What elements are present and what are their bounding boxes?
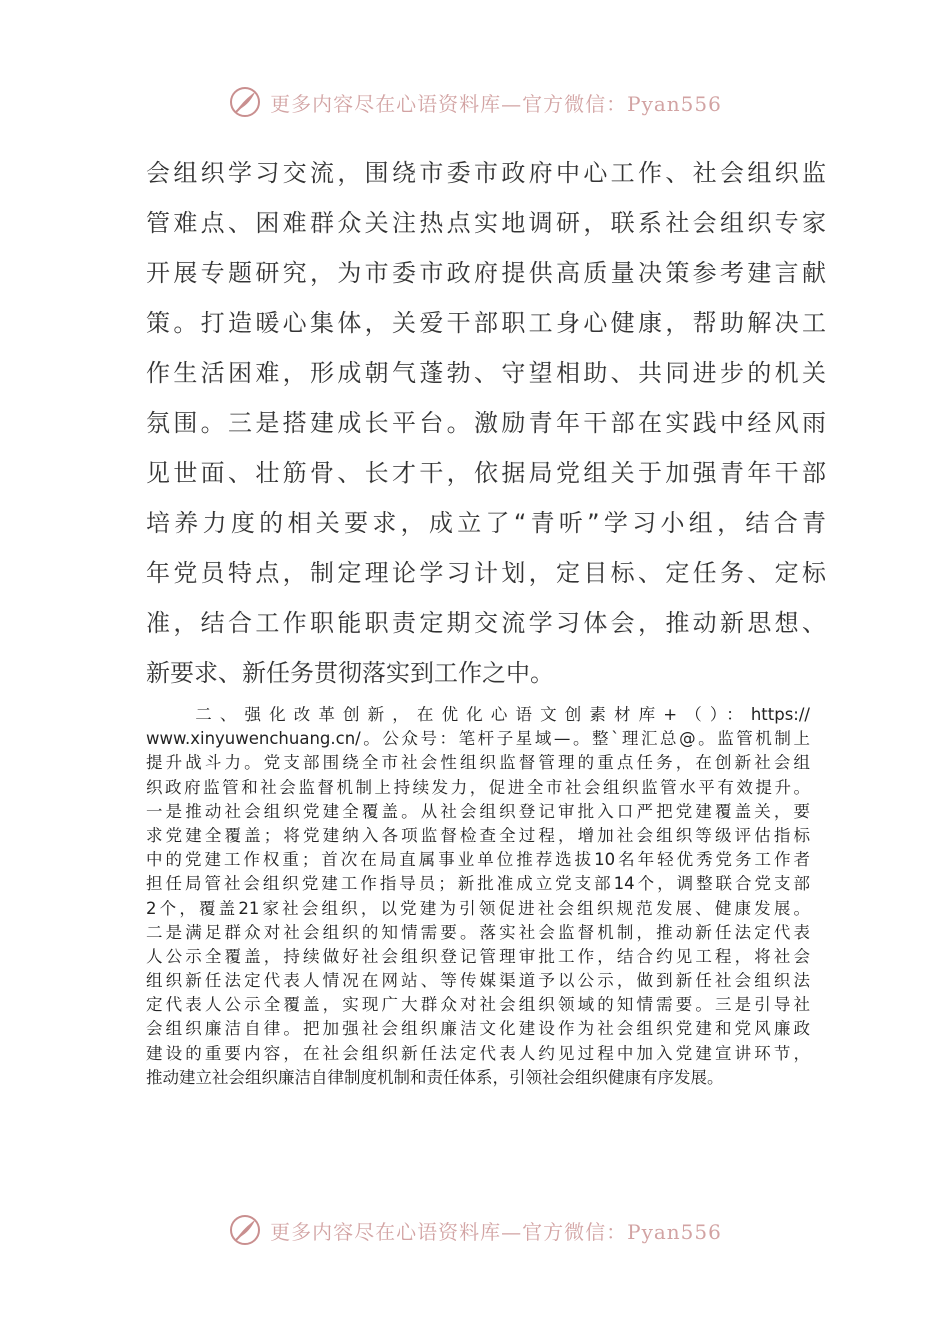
watermark-text: 更多内容尽在心语资料库—官方微信：Pyan556 bbox=[270, 91, 722, 116]
text-line: www.xinyuwenchuang.cn/。公众号：笔杆子星域—。整`理汇总@。监管机制上 bbox=[146, 729, 810, 749]
text-line: 作生活困难，形成朝气蓬勃、守望相助、共同进步的机关 bbox=[146, 359, 826, 387]
text-line: 2个，覆盖21家社会组织，以党建为引领促进社会组织规范发展、健康发展。 bbox=[146, 898, 810, 918]
text-line: 二是满足群众对社会组织的知情需要。落实社会监督机制，推动新任法定代表 bbox=[146, 922, 810, 942]
footer-watermark bbox=[0, 1210, 950, 1250]
body-paragraph-continued bbox=[146, 148, 826, 698]
text-line: 一是推动社会组织党建全覆盖。从社会组织登记审批入口严把党建覆盖关，要 bbox=[146, 801, 810, 821]
text-line: 会组织学习交流，围绕市委市政府中心工作、社会组织监 bbox=[146, 159, 826, 187]
text-line: 氛围。三是搭建成长平台。激励青年干部在实践中经风雨 bbox=[146, 409, 826, 437]
text-line: 策。打造暖心集体，关爱干部职工身心健康，帮助解决工 bbox=[146, 309, 826, 337]
text-line: 准，结合工作职能职责定期交流学习体会，推动新思想、 bbox=[146, 609, 826, 637]
text-line: 求党建全覆盖；将党建纳入各项监督检查全过程，增加社会组织等级评估指标 bbox=[146, 825, 810, 845]
text-line: 定代表人公示全覆盖，实现广大群众对社会组织领域的知情需要。三是引导社 bbox=[146, 995, 810, 1015]
text-line: 推动建立社会组织廉洁自律制度机制和责任体系，引领社会组织健康有序发展。 bbox=[146, 1067, 724, 1087]
body-paragraph-section-two bbox=[146, 703, 810, 1090]
text-line: 织政府监管和社会监督机制上持续发力，促进全市社会组织监管水平有效提升。 bbox=[146, 777, 810, 797]
text-line: 会组织廉洁自律。把加强社会组织廉洁文化建设作为社会组织党建和党风廉政 bbox=[146, 1019, 810, 1039]
text-line: 新要求、新任务贯彻落实到工作之中。 bbox=[146, 659, 554, 687]
watermark-text: 更多内容尽在心语资料库—官方微信：Pyan556 bbox=[270, 1219, 722, 1244]
text-line: 中的党建工作权重；首次在局直属事业单位推荐选拔10名年轻优秀党务工作者 bbox=[146, 850, 810, 870]
text-line: 管难点、困难群众关注热点实地调研，联系社会组织专家 bbox=[146, 209, 826, 237]
text-line: 人公示全覆盖，持续做好社会组织登记管理审批工作，结合约见工程，将社会 bbox=[146, 946, 810, 966]
watermark-content bbox=[228, 85, 722, 119]
text-line: 建设的重要内容，在社会组织新任法定代表人约见过程中加入党建宣讲环节， bbox=[146, 1043, 810, 1063]
text-line: 年党员特点，制定理论学习计划，定目标、定任务、定标 bbox=[146, 559, 826, 587]
watermark-content bbox=[228, 1213, 722, 1247]
section-heading-line: 二、强化改革创新，在优化心语文创素材库+（）：https:// bbox=[146, 705, 810, 724]
text-line: 担任局管社会组织党建工作指导员；新批准成立党支部14个，调整联合党支部 bbox=[146, 874, 810, 894]
quill-logo-icon bbox=[228, 1213, 262, 1247]
text-line: 开展专题研究，为市委市政府提供高质量决策参考建言献 bbox=[146, 259, 826, 287]
text-line: 培养力度的相关要求，成立了“青听”学习小组，结合青 bbox=[146, 509, 826, 537]
text-line: 组织新任法定代表人情况在网站、等传媒渠道予以公示，做到新任社会组织法 bbox=[146, 971, 810, 991]
header-watermark bbox=[0, 82, 950, 122]
text-line: 见世面、壮筋骨、长才干，依据局党组关于加强青年干部 bbox=[146, 459, 826, 487]
quill-logo-icon bbox=[228, 85, 262, 119]
text-line: 提升战斗力。党支部围绕全市社会性组织监督管理的重点任务，在创新社会组 bbox=[146, 753, 810, 773]
